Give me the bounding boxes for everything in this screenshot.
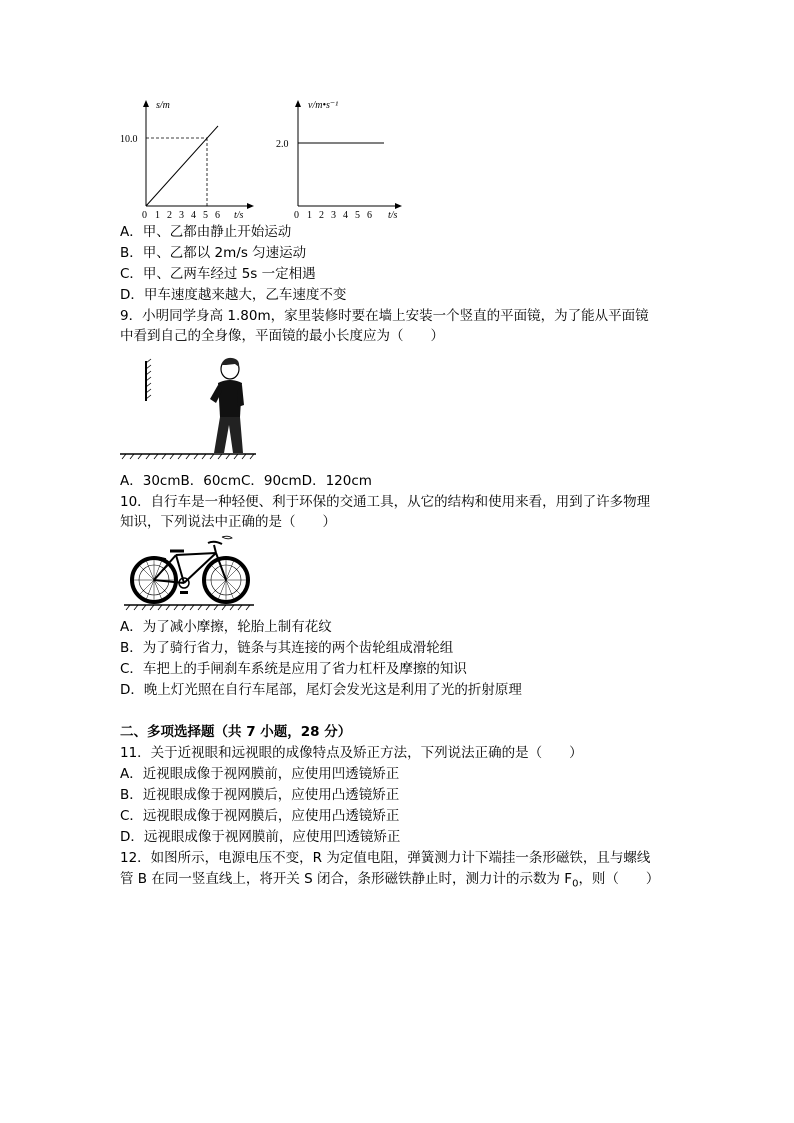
q11-option-a: A．近视眼成像于视网膜前，应使用凹透镜矫正 bbox=[120, 766, 400, 782]
bicycle-figure bbox=[122, 535, 256, 615]
vt-x-tick: 5 bbox=[355, 210, 360, 221]
bicycle-bell-mark bbox=[222, 536, 232, 539]
q11-option-d: D．远视眼成像于视网膜前，应使用凹透镜矫正 bbox=[120, 829, 401, 845]
vt-x-arrow bbox=[395, 203, 402, 209]
st-x-tick: 0 bbox=[142, 210, 147, 221]
q11-option-c: C．远视眼成像于视网膜后，应使用凸透镜矫正 bbox=[120, 808, 400, 824]
st-x-arrow bbox=[247, 203, 254, 209]
bicycle-ground bbox=[124, 605, 254, 610]
vt-x-tick: 6 bbox=[367, 210, 372, 221]
q11-option-b: B．近视眼成像于视网膜后，应使用凸透镜矫正 bbox=[120, 787, 400, 803]
st-x-tick: 3 bbox=[179, 210, 184, 221]
q8-option-b: B．甲、乙都以 2m/s 匀速运动 bbox=[120, 245, 307, 261]
vt-x-tick: 3 bbox=[331, 210, 336, 221]
vt-graph bbox=[270, 96, 410, 224]
q12-stem-line-1: 12．如图所示，电源电压不变，R 为定值电阻，弹簧测力计下端挂一条形磁铁，且与螺线 bbox=[120, 850, 651, 866]
q8-option-d: D．甲车速度越来越大，乙车速度不变 bbox=[120, 287, 347, 303]
q9-options: A．30cmB．60cmC．90cmD．120cm bbox=[120, 473, 372, 489]
vt-x-tick: 4 bbox=[343, 210, 348, 221]
q12-force-subscript: 0 bbox=[572, 878, 579, 890]
q9-stem-line-1: 9．小明同学身高 1.80m，家里装修时要在墙上安装一个竖直的平面镜，为了能从平面镜 bbox=[120, 308, 649, 324]
vt-x-ticks bbox=[294, 210, 372, 221]
st-x-tick: 1 bbox=[155, 210, 160, 221]
st-x-label: t/s bbox=[234, 210, 244, 221]
vt-y-label: v/m•s⁻¹ bbox=[308, 100, 339, 111]
person-silhouette bbox=[210, 358, 244, 453]
vt-x-tick: 1 bbox=[307, 210, 312, 221]
vt-y-arrow bbox=[295, 100, 301, 107]
st-x-tick: 4 bbox=[191, 210, 196, 221]
q9-stem-line-2: 中看到自己的全身像，平面镜的最小长度应为（ ） bbox=[120, 328, 444, 344]
st-x-tick: 5 bbox=[203, 210, 208, 221]
q12-stem-line-2-tail: ，则（ ） bbox=[578, 871, 660, 887]
vt-x-label: t/s bbox=[388, 210, 398, 221]
vt-x-tick: 2 bbox=[319, 210, 324, 221]
mirror-person-figure bbox=[118, 355, 258, 463]
q10-option-b: B．为了骑行省力，链条与其连接的两个齿轮组成滑轮组 bbox=[120, 640, 454, 656]
vt-y-tick: 2.0 bbox=[276, 139, 289, 150]
st-x-ticks bbox=[142, 210, 220, 221]
q10-option-d: D．晚上灯光照在自行车尾部，尾灯会发光这是利用了光的折射原理 bbox=[120, 682, 522, 698]
q10-stem-line-2: 知识，下列说法中正确的是（ ） bbox=[120, 514, 336, 530]
q12-stem-line-2-text: 管 B 在同一竖直线上，将开关 S 闭合，条形磁铁静止时，测力计的示数为 F bbox=[120, 871, 573, 887]
st-graph bbox=[118, 96, 258, 224]
st-y-arrow bbox=[143, 100, 149, 107]
vt-x-tick: 0 bbox=[294, 210, 299, 221]
st-y-tick: 10.0 bbox=[120, 134, 138, 145]
ground bbox=[120, 454, 256, 459]
q10-option-c: C．车把上的手闸刹车系统是应用了省力杠杆及摩擦的知识 bbox=[120, 661, 467, 677]
section-2-title: 二、多项选择题（共 7 小题，28 分） bbox=[120, 724, 352, 740]
wall-mirror bbox=[146, 359, 151, 401]
q10-stem-line-1: 10．自行车是一种轻便、利于环保的交通工具，从它的结构和使用来看，用到了许多物理 bbox=[120, 494, 651, 510]
q8-option-c: C．甲、乙两车经过 5s 一定相遇 bbox=[120, 266, 316, 282]
q10-option-a: A．为了减小摩擦，轮胎上制有花纹 bbox=[120, 619, 332, 635]
q12-stem-line-2 bbox=[120, 869, 659, 895]
st-x-tick: 2 bbox=[167, 210, 172, 221]
st-x-tick: 6 bbox=[215, 210, 220, 221]
q11-stem: 11．关于近视眼和远视眼的成像特点及矫正方法，下列说法正确的是（ ） bbox=[120, 745, 583, 761]
st-y-label: s/m bbox=[156, 100, 170, 111]
q8-option-a: A．甲、乙都由静止开始运动 bbox=[120, 224, 292, 240]
